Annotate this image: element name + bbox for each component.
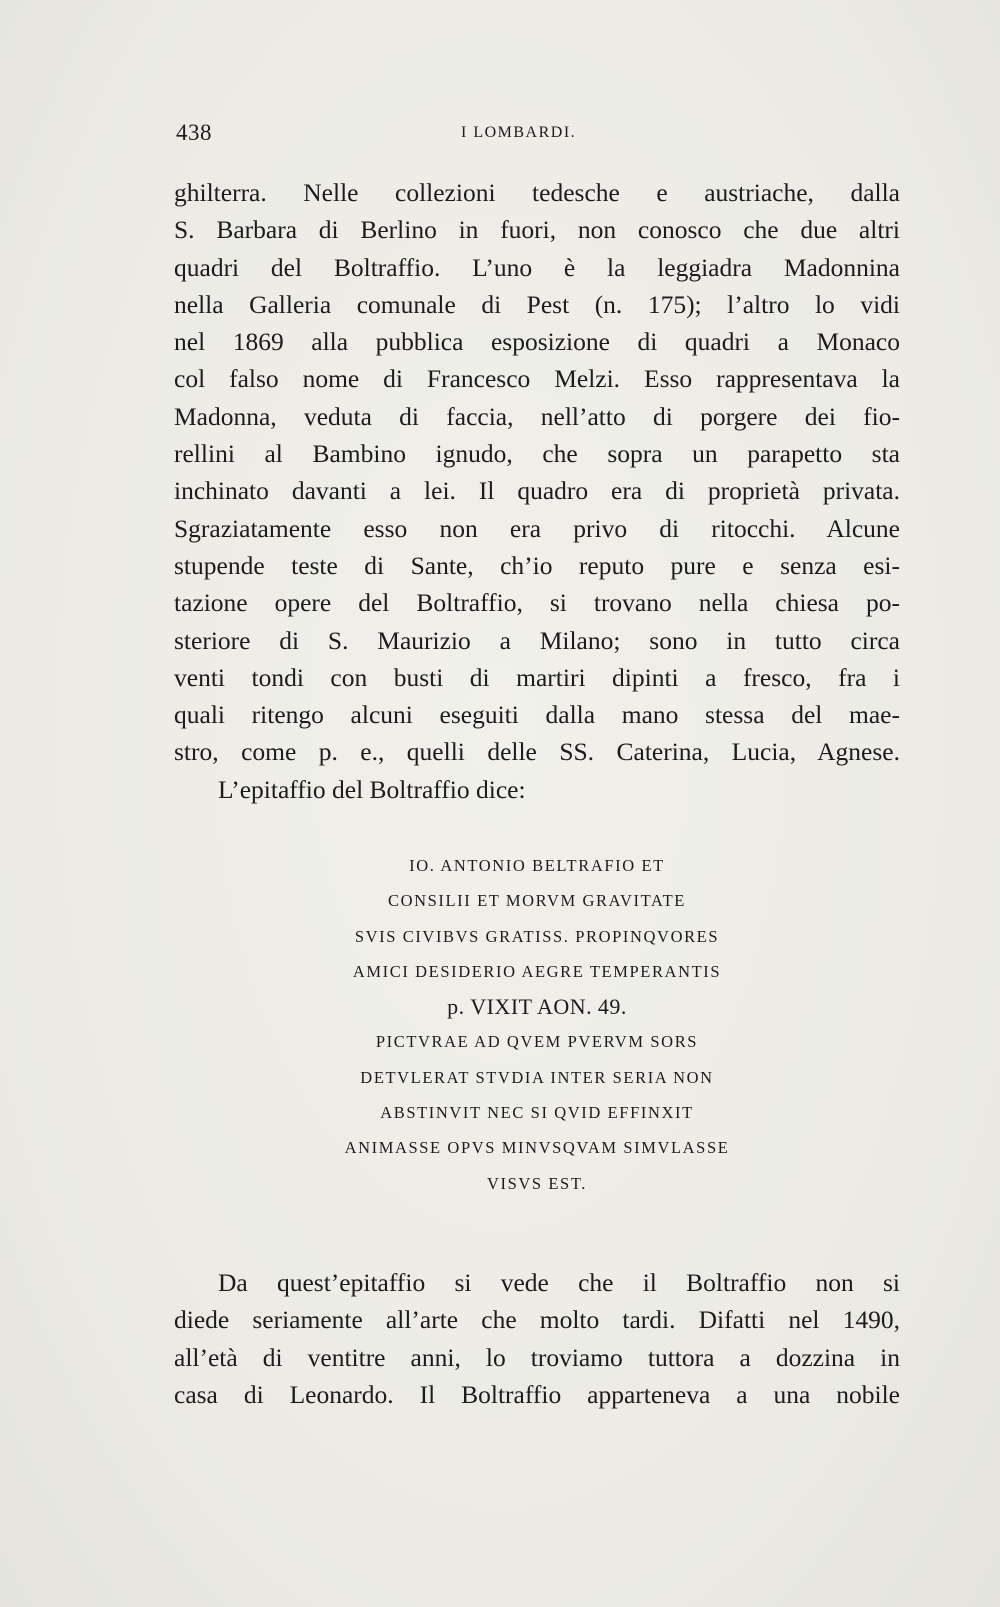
text-line: quadri del Boltraffio. L’uno è la leggiadra Madonnina — [174, 252, 900, 282]
text-line: stro, come p. e., quelli delle SS. Caterina, Lucia, Agnese. — [174, 737, 900, 767]
text-line: all’età di ventitre anni, lo troviamo tuttora a dozzina in — [174, 1342, 900, 1372]
text-line: nella Galleria comunale di Pest (n. 175); l’altro lo vidi — [174, 289, 900, 319]
text-line: Madonna, veduta di faccia, nell’atto di porgere dei fio- — [174, 401, 900, 431]
text-line: casa di Leonardo. Il Boltraffio apparteneva a una nobile — [174, 1379, 900, 1409]
epitaph-line: CONSILII ET MORVM GRAVITATE — [388, 891, 686, 911]
text-line: inchinato davanti a lei. Il quadro era di proprietà privata. — [174, 476, 900, 506]
epitaph-prefix: p. VIXIT AON. — [447, 994, 593, 1020]
epitaph-age: 49. — [597, 994, 627, 1020]
text-line: venti tondi con busti di martiri dipinti a fresco, fra i — [174, 662, 900, 692]
paragraph-2 — [174, 1264, 900, 1413]
text-line: quali ritengo alcuni eseguiti dalla mano stessa del mae- — [174, 700, 900, 730]
text-line: stupende teste di Sante, ch’io reputo pure e senza esi- — [174, 550, 900, 580]
text-line: L’epitaffio del Boltraffio dice: — [218, 774, 526, 804]
epitaph-line: IO. ANTONIO BELTRAFIO ET — [409, 856, 665, 875]
text-line: tazione opere del Boltraffio, si trovano nella chiesa po- — [174, 588, 900, 618]
text-line: nel 1869 alla pubblica esposizione di quadri a Monaco — [174, 327, 900, 357]
epitaph-line: PICTVRAE AD QVEM PVERVM SORS — [375, 1032, 699, 1052]
epitaph-line: ANIMASSE OPVS MINVSQVAM SIMVLASSE — [344, 1138, 730, 1158]
epitaph-line: DETVLERAT STVDIA INTER SERIA NON — [360, 1067, 714, 1087]
epitaph-line — [174, 989, 900, 1024]
epitaph-line: VISVS EST. — [486, 1173, 588, 1193]
text-line: rellini al Bambino ignudo, che sopra un parapetto sta — [174, 439, 900, 469]
epitaph-inscription — [174, 848, 900, 1201]
page-number: 438 — [176, 120, 212, 145]
text-line: ghilterra. Nelle collezioni tedesche e austriache, dalla — [174, 178, 900, 207]
text-line: col falso nome di Francesco Melzi. Esso rappresentava la — [174, 364, 900, 394]
epitaph-line: AMICI DESIDERIO AEGRE TEMPERANTIS — [352, 961, 722, 981]
running-title: I LOMBARDI. — [461, 124, 577, 141]
page-header — [176, 120, 900, 152]
paragraph-1 — [174, 174, 900, 808]
text-line: Da quest’epitaffio si vede che il Boltraffio non si — [218, 1268, 900, 1297]
text-line: S. Barbara di Berlino in fuori, non conosco che due altri — [174, 215, 900, 245]
text-line: Sgraziatamente esso non era privo di ritocchi. Alcune — [174, 513, 900, 543]
epitaph-line: ABSTINVIT NEC SI QVID EFFINXIT — [380, 1103, 694, 1123]
text-line: steriore di S. Maurizio a Milano; sono in tutto circa — [174, 625, 900, 655]
epitaph-line: SVIS CIVIBVS GRATISS. PROPINQVORES — [354, 926, 720, 946]
text-line: diede seriamente all’arte che molto tardi. Difatti nel 1490, — [174, 1305, 900, 1335]
